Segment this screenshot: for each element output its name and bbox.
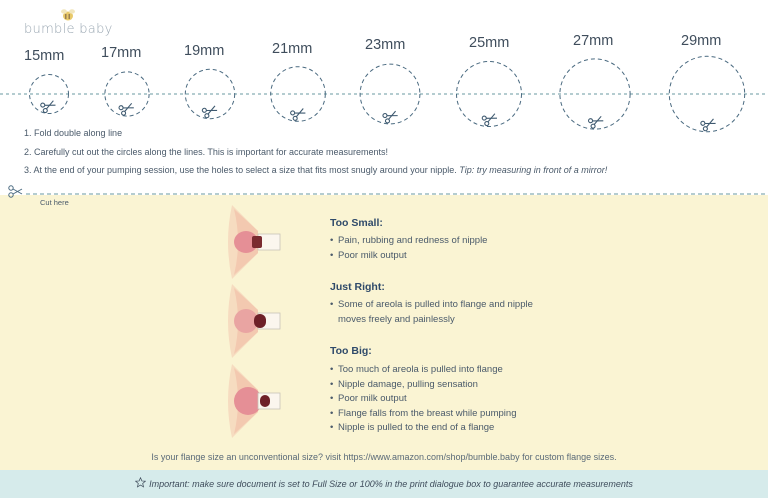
size-label: 27mm xyxy=(573,33,614,49)
list-item: • Nipple damage, pulling sensation xyxy=(330,378,516,393)
star-icon xyxy=(135,477,146,488)
just-right-heading: Just Right: xyxy=(330,281,385,293)
brand-name: bumble baby xyxy=(24,22,113,37)
just-right-list xyxy=(330,298,533,327)
instruction-step-3-text: 3. At the end of your pumping session, use the holes to select a size that fits most snugly around your nipple. xyxy=(24,165,457,175)
footer-banner xyxy=(0,470,768,498)
scissors-icon xyxy=(202,104,218,119)
size-label: 25mm xyxy=(469,35,510,51)
flange-too-small-illustration xyxy=(222,203,294,281)
list-item: • Some of areola is pulled into flange and nipple xyxy=(330,298,533,313)
scissors-icon xyxy=(700,117,716,132)
too-big-list xyxy=(330,363,516,436)
scissors-icon xyxy=(290,106,306,121)
instruction-tip: Tip: try measuring in front of a mirror! xyxy=(459,165,608,175)
too-big-heading: Too Big: xyxy=(330,345,372,357)
too-small-list xyxy=(330,234,487,263)
size-label: 15mm xyxy=(24,48,65,64)
too-small-heading: Too Small: xyxy=(330,217,383,229)
important-note xyxy=(0,477,768,489)
instruction-step-3 xyxy=(24,165,607,175)
scissors-icon xyxy=(9,186,22,197)
scissors-icon xyxy=(482,111,498,126)
instruction-step-2: 2. Carefully cut out the circles along the lines. This is important for accurate measurements! xyxy=(24,147,388,157)
list-item-continued: moves freely and painlessly xyxy=(338,313,455,325)
size-label: 17mm xyxy=(101,45,142,61)
cut-line xyxy=(0,181,768,199)
size-label: 23mm xyxy=(365,37,406,53)
scissors-icon xyxy=(118,101,134,116)
size-label: 29mm xyxy=(681,33,722,49)
size-label: 19mm xyxy=(184,43,225,59)
important-note-text: Important: make sure document is set to Full Size or 100% in the print dialogue box to guarantee accurate measurements xyxy=(149,479,633,489)
list-item: • Too much of areola is pulled into flange xyxy=(330,363,516,378)
cut-here-label: Cut here xyxy=(40,198,69,207)
list-item: • Poor milk output xyxy=(330,249,487,264)
flange-too-big-illustration xyxy=(222,362,294,440)
unconventional-size-note: Is your flange size an unconventional size? visit https://www.amazon.com/shop/bumble.baby for custom flange sizes. xyxy=(151,452,617,462)
scissors-icon xyxy=(40,98,56,113)
list-item: • Nipple is pulled to the end of a flange xyxy=(330,421,516,436)
flange-just-right-illustration xyxy=(222,282,294,360)
list-item: • Pain, rubbing and redness of nipple xyxy=(330,234,487,249)
scissors-icon xyxy=(588,114,604,129)
measurement-section xyxy=(0,0,768,195)
list-item: • Poor milk output xyxy=(330,392,516,407)
scissors-icon xyxy=(382,109,398,124)
instruction-step-1: 1. Fold double along line xyxy=(24,128,123,138)
size-label: 21mm xyxy=(272,41,313,57)
list-item: • Flange falls from the breast while pumping xyxy=(330,407,516,422)
